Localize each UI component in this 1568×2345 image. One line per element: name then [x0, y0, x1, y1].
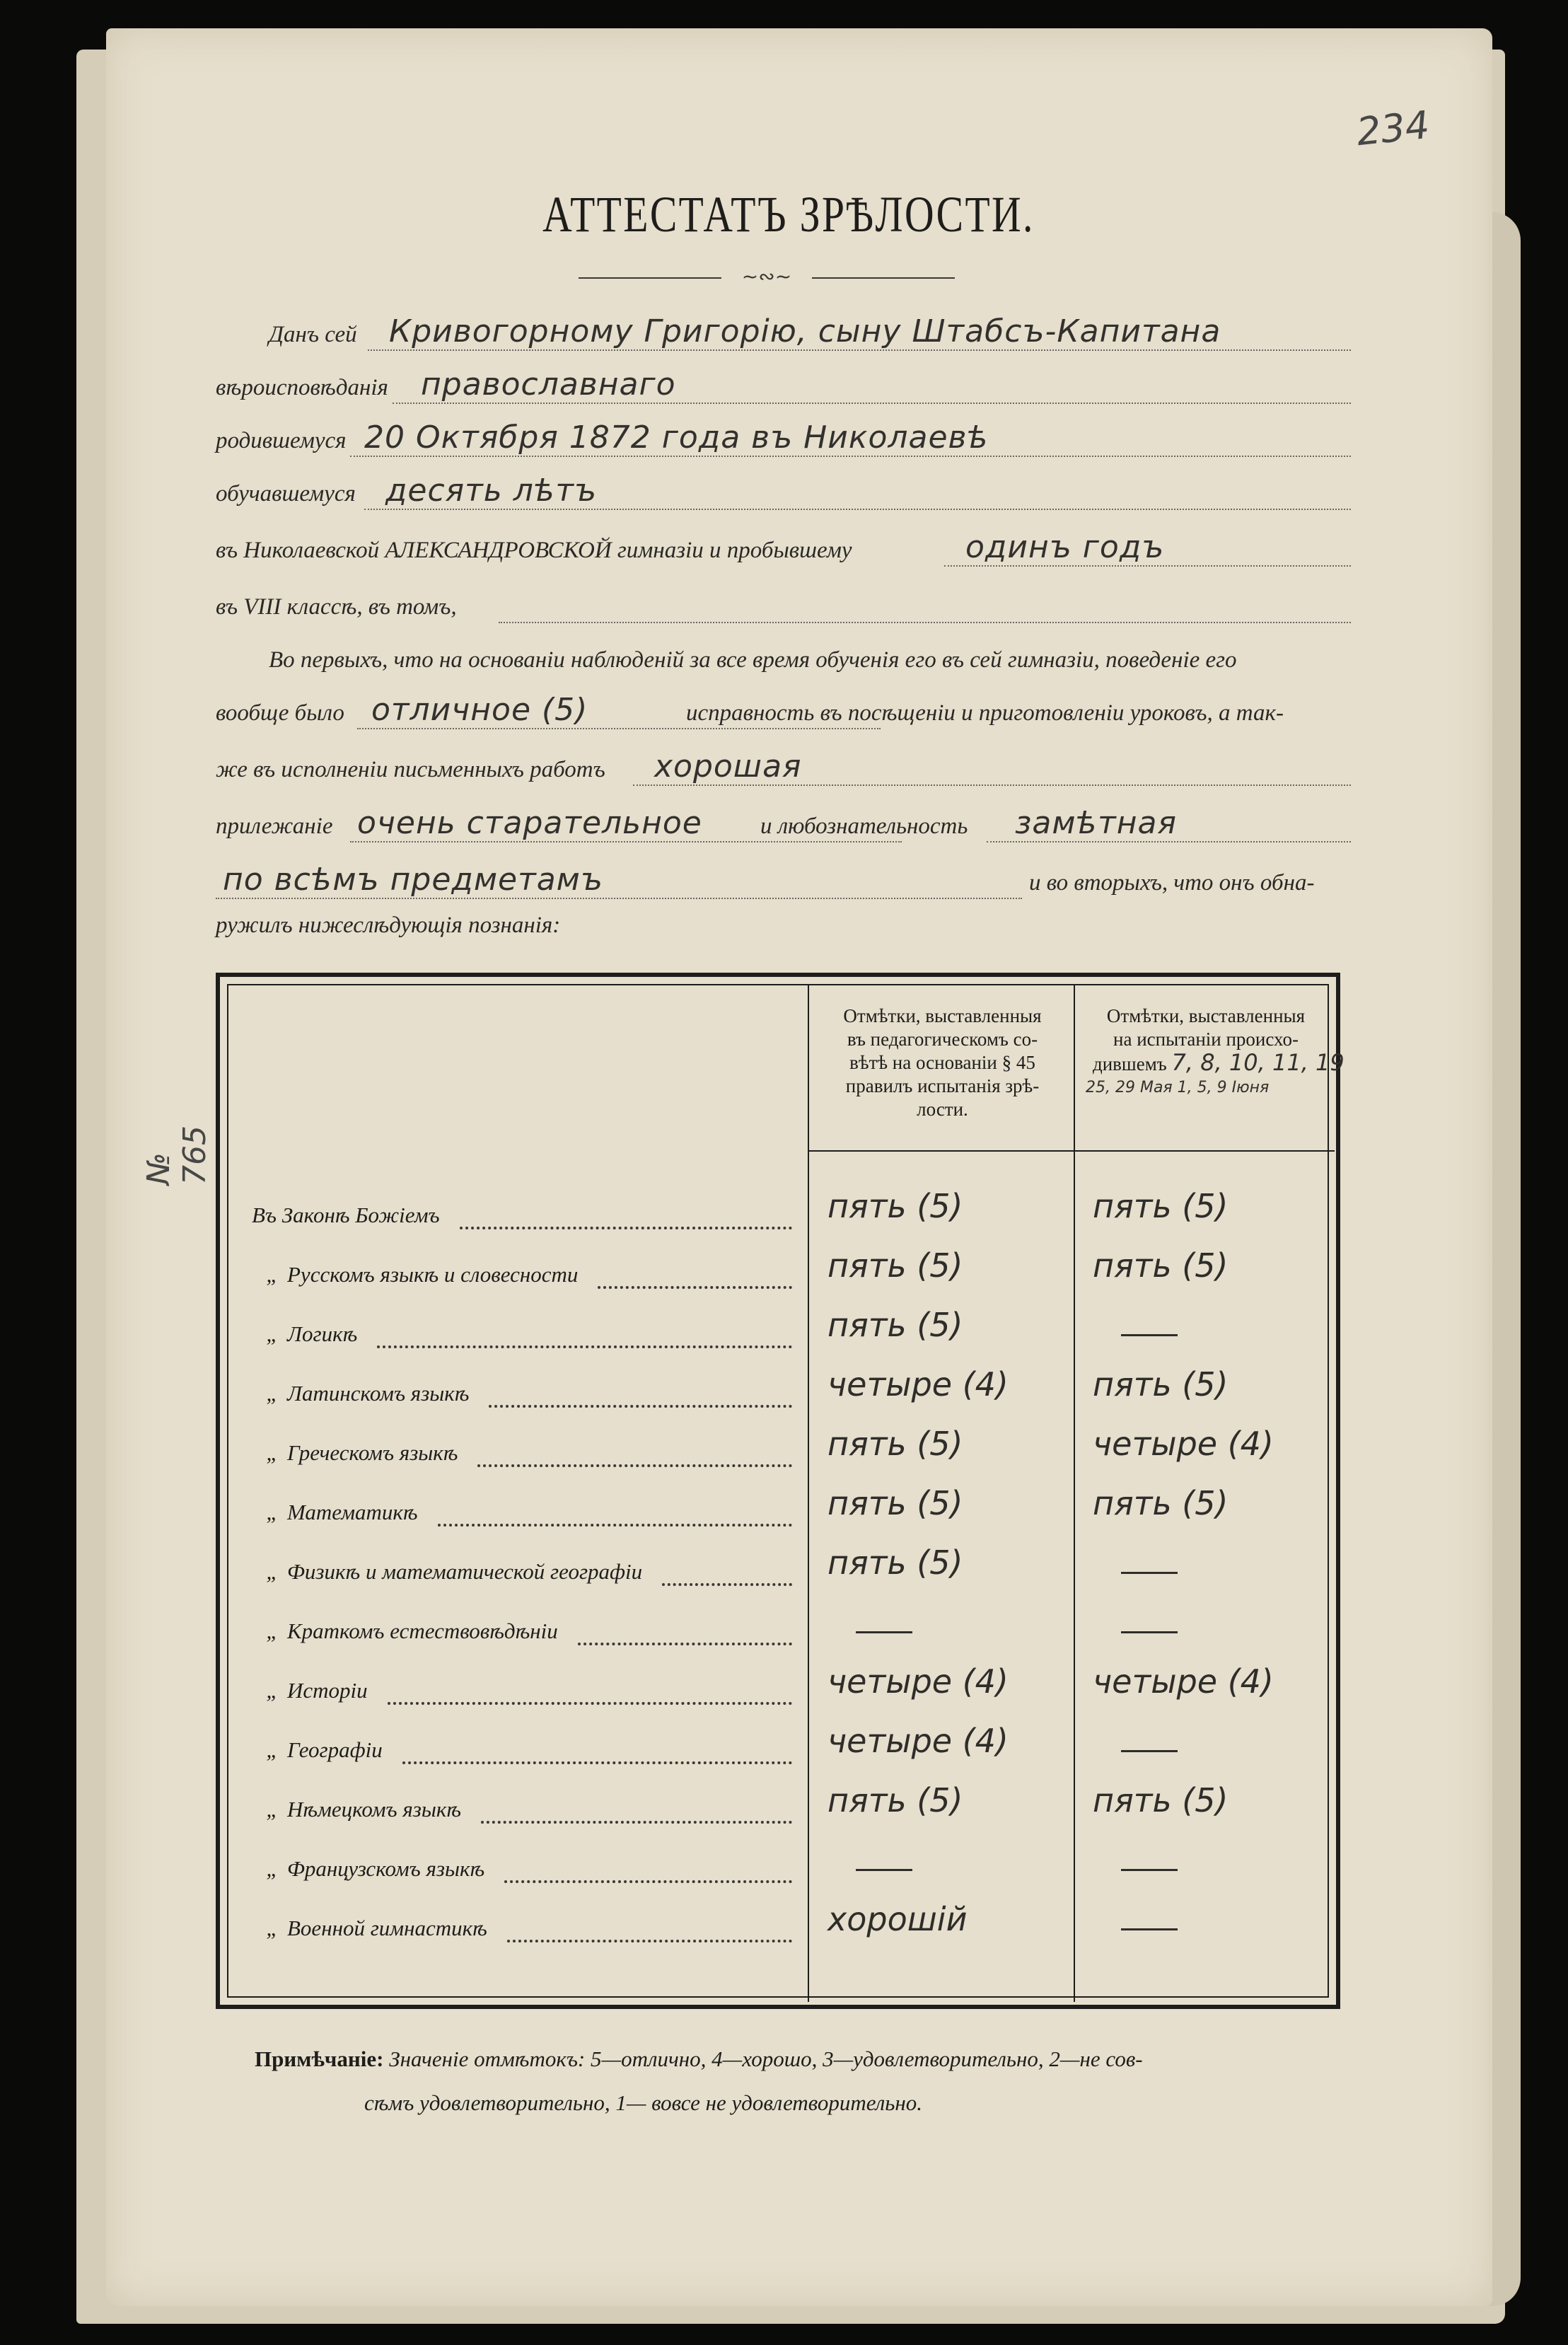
studied-label: обучавшемуся	[216, 481, 356, 506]
born-value: 20 Октября 1872 года въ Николаевѣ	[364, 419, 989, 456]
subject-name: Латинскомъ языкѣ	[287, 1381, 470, 1406]
issued-line	[269, 311, 1351, 354]
subject-row	[262, 1500, 418, 1531]
subject-leader-dots	[460, 1227, 792, 1229]
subject-row	[262, 1737, 383, 1768]
margin-note: № 765	[141, 1125, 213, 1185]
exam-mark: четыре (4)	[1093, 1425, 1274, 1463]
subject-prefix: „	[266, 1381, 279, 1406]
exam-mark: четыре (4)	[1093, 1662, 1274, 1701]
council-mark: пять (5)	[827, 1781, 963, 1819]
subject-name: Французскомъ языкѣ	[287, 1856, 485, 1881]
exam-header-line-3	[1079, 1049, 1345, 1076]
subject-name: Исторіи	[287, 1678, 368, 1703]
subject-leader-dots	[377, 1345, 792, 1348]
subject-leader-dots	[481, 1821, 792, 1824]
council-mark: пять (5)	[827, 1544, 963, 1582]
page-number: 234	[1354, 102, 1432, 155]
subject-leader-dots	[489, 1405, 792, 1408]
subject-leader-dots	[662, 1583, 792, 1586]
council-header-line-5: лости.	[917, 1099, 968, 1120]
class-fill	[499, 579, 1351, 623]
subject-row	[262, 1678, 368, 1709]
written-work-label: же въ исполненіи письменныхъ работъ	[216, 757, 605, 782]
note-line-1	[255, 2046, 1143, 2072]
exam-mark-dash	[1121, 1334, 1178, 1336]
subject-name: Нѣмецкомъ языкѣ	[287, 1797, 462, 1822]
council-mark-dash	[856, 1631, 912, 1633]
diligence-label: исправность въ посѣщеніи и приготовленіи уроковъ, а так-	[686, 700, 1284, 726]
council-header-line-4: правилъ испытанія зрѣ-	[845, 1075, 1040, 1096]
council-mark: хорошій	[827, 1900, 968, 1938]
subject-name: Логикѣ	[287, 1321, 358, 1346]
council-mark: четыре (4)	[827, 1662, 1009, 1701]
subject-row	[262, 1559, 642, 1590]
subject-row	[262, 1797, 461, 1828]
exam-mark: пять (5)	[1093, 1187, 1229, 1225]
subject-name: Въ Законѣ Божіемъ	[252, 1203, 440, 1227]
subject-prefix: „	[266, 1440, 279, 1465]
diligence-value: очень старательное	[357, 805, 702, 841]
issued-value: Кривогорному Григорію, сыну Штабсъ-Капитана	[389, 313, 1221, 349]
table-divider-2	[1074, 985, 1075, 2002]
school-label: въ Николаевской АЛЕКСАНДРОВСКОЙ гимназіи и пробывшему	[216, 538, 852, 563]
body-line-2	[216, 690, 1351, 732]
religion-line	[216, 364, 1351, 407]
exam-mark: пять (5)	[1093, 1246, 1229, 1285]
council-header-line-1: Отмѣтки, выставленныя	[843, 1005, 1042, 1026]
subject-row	[262, 1381, 469, 1412]
subject-leader-dots	[438, 1524, 792, 1527]
subject-prefix: „	[266, 1321, 279, 1346]
born-line	[216, 417, 1351, 460]
council-mark: четыре (4)	[827, 1722, 1009, 1760]
exam-dates-2: 25, 29 Мая 1, 5, 9 Іюня	[1086, 1079, 1270, 1096]
body-line-3	[216, 746, 1351, 789]
body-line-5	[216, 859, 1351, 902]
subject-name: Математикѣ	[287, 1500, 418, 1524]
studied-value: десять лѣтъ	[385, 473, 598, 509]
subject-prefix: „	[266, 1619, 279, 1643]
council-header-line-2: въ педагогическомъ со-	[847, 1029, 1038, 1050]
diligence-main-label: прилежаніе	[216, 813, 333, 839]
subject-row	[262, 1262, 578, 1293]
subject-prefix: „	[266, 1262, 279, 1287]
curiosity-value: замѣтная	[1015, 805, 1177, 841]
exam-mark: пять (5)	[1093, 1365, 1229, 1403]
studied-line	[216, 470, 1351, 513]
exam-mark-dash	[1121, 1750, 1178, 1752]
exam-mark-dash	[1121, 1572, 1178, 1574]
exam-dates-1: 7, 8, 10, 11, 19	[1171, 1049, 1345, 1076]
document-title: АТТЕСТАТЪ ЗРѢЛОСТИ.	[542, 186, 1035, 243]
subject-leader-dots	[578, 1643, 792, 1645]
subject-row	[262, 1619, 558, 1650]
exam-mark: пять (5)	[1093, 1484, 1229, 1522]
council-mark: пять (5)	[827, 1246, 963, 1285]
body-line-6: ружилъ нижеслѣдующія познанія:	[216, 913, 561, 938]
born-label: родившемуся	[216, 428, 347, 453]
note-text-1: Значеніе отмѣтокъ: 5—отлично, 4—хорошо, 3—удовлетворительно, 2—не сов-	[389, 2046, 1143, 2071]
exam-mark: пять (5)	[1093, 1781, 1229, 1819]
curiosity-label: и любознательность	[760, 813, 968, 839]
subject-name: Географіи	[287, 1737, 383, 1762]
body-line-4	[216, 803, 1351, 845]
school-line	[216, 527, 1351, 569]
subject-row	[262, 1916, 487, 1947]
subject-name: Русскомъ языкѣ и словесности	[287, 1262, 579, 1287]
note-line-2: сѣмъ удовлетворительно, 1— вовсе не удовлетворительно.	[364, 2090, 922, 2115]
council-header-line-3: вѣтѣ на основаніи § 45	[849, 1052, 1035, 1073]
subject-row	[262, 1440, 458, 1471]
exam-mark-dash	[1121, 1631, 1178, 1633]
subject-prefix: „	[266, 1559, 279, 1584]
title-flourish: ~∾~	[721, 265, 812, 288]
exam-mark-dash	[1121, 1869, 1178, 1871]
class-label: въ VIII классѣ, въ томъ,	[216, 594, 457, 620]
subject-name: Военной гимнастикѣ	[287, 1916, 487, 1940]
class-line	[216, 584, 1351, 626]
subject-leader-dots	[388, 1702, 792, 1705]
council-mark: пять (5)	[827, 1484, 963, 1522]
school-value: одинъ годъ	[965, 529, 1165, 565]
exam-marks-header	[1079, 1004, 1345, 1099]
subject-prefix: „	[266, 1678, 279, 1703]
issued-label: Данъ сей	[269, 322, 357, 347]
note-label: Примѣчаніе:	[255, 2046, 384, 2071]
table-divider-1	[808, 985, 809, 2002]
council-mark: пять (5)	[827, 1306, 963, 1344]
council-mark: четыре (4)	[827, 1365, 1009, 1403]
secondly-label: и во вторыхъ, что онъ обна-	[1029, 870, 1315, 896]
written-work-value: хорошая	[654, 748, 802, 784]
exam-header-line-2: на испытаніи происхо-	[1113, 1029, 1299, 1050]
subject-name: Краткомъ естествовѣдѣніи	[287, 1619, 558, 1643]
council-mark: пять (5)	[827, 1187, 963, 1225]
table-header-rule	[808, 1150, 1335, 1152]
subject-prefix: „	[266, 1500, 279, 1524]
subject-leader-dots	[504, 1880, 792, 1883]
body-line-1: Во первыхъ, что на основаніи наблюденій за все время обученія его въ сей гимназіи, поведеніе его	[269, 647, 1237, 673]
subject-leader-dots	[507, 1940, 792, 1942]
subject-name: Греческомъ языкѣ	[287, 1440, 458, 1465]
subject-row	[262, 1321, 357, 1353]
conduct-value: отличное (5)	[371, 692, 588, 728]
council-mark-dash	[856, 1869, 912, 1871]
subjects-value: по всѣмъ предметамъ	[223, 862, 603, 898]
exam-header-line-1: Отмѣтки, выставленныя	[1106, 1005, 1306, 1026]
exam-header-word: дившемъ	[1093, 1053, 1167, 1075]
subject-prefix: „	[266, 1797, 279, 1822]
subject-prefix: „	[266, 1856, 279, 1881]
conduct-label: вообще было	[216, 700, 344, 726]
subject-leader-dots	[477, 1464, 792, 1467]
religion-label: вѣроисповѣданія	[216, 375, 388, 400]
subject-row	[262, 1856, 484, 1887]
subject-prefix: „	[266, 1737, 279, 1762]
exam-mark-dash	[1121, 1928, 1178, 1930]
subject-leader-dots	[598, 1286, 792, 1289]
council-mark: пять (5)	[827, 1425, 963, 1463]
subject-row	[248, 1203, 440, 1234]
subject-prefix: „	[266, 1916, 279, 1940]
subject-name: Физикѣ и математической географіи	[287, 1559, 643, 1584]
subject-leader-dots	[402, 1761, 792, 1764]
religion-value: православнаго	[421, 366, 676, 403]
council-marks-header	[813, 1004, 1072, 1121]
